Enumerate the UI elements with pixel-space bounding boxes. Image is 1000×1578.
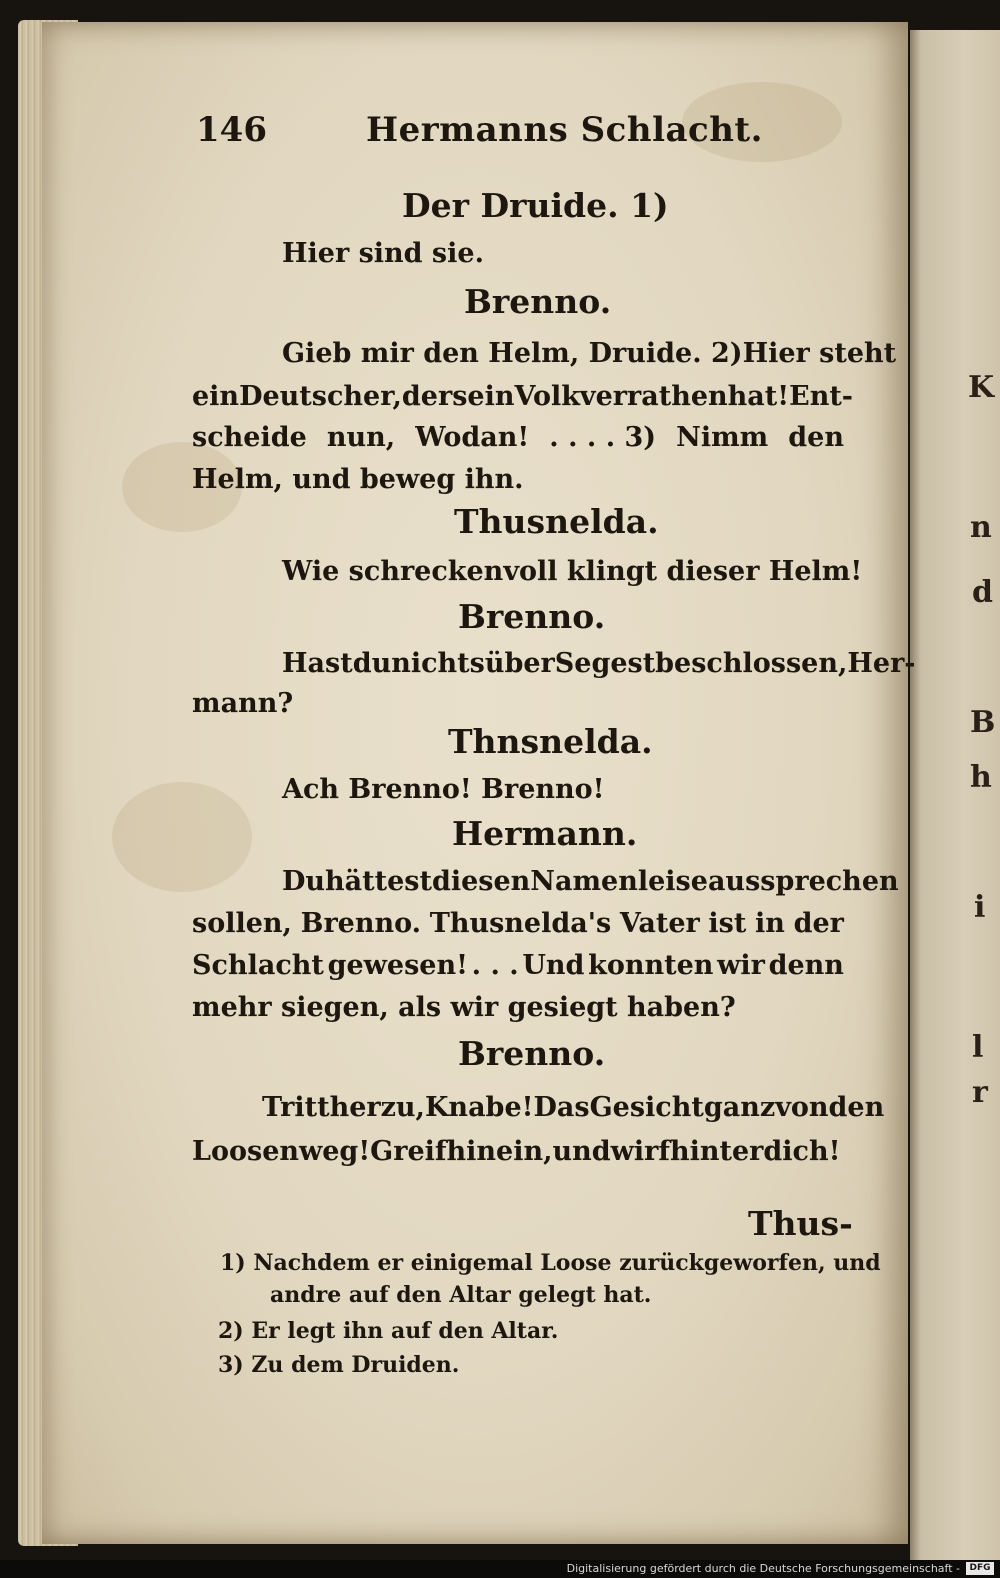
word: und [552, 1136, 611, 1167]
word: Thusnelda's [429, 908, 612, 939]
footnote-2: 2) Er legt ihn auf den Altar. [218, 1318, 559, 1344]
word: . . . . 3) [549, 422, 657, 453]
word: Volk [514, 381, 580, 412]
text-line [192, 908, 844, 939]
word: den [788, 422, 844, 453]
speaker-heading: Hermann. [452, 814, 638, 853]
facing-glyph: h [970, 760, 992, 795]
word: herzu, [329, 1092, 425, 1123]
word: ist [708, 908, 747, 939]
word: diesen [431, 866, 531, 897]
speaker-heading: Brenno. [458, 597, 606, 636]
word: Her- [847, 648, 916, 679]
word: von [775, 1092, 829, 1123]
word: scheide [192, 422, 307, 453]
word: konnten [588, 950, 714, 981]
word: in [755, 908, 785, 939]
text-line [262, 1092, 885, 1123]
word: der [793, 908, 844, 939]
word: Nimm [676, 422, 769, 453]
word: du [352, 648, 392, 679]
facing-glyph: r [972, 1075, 988, 1110]
catchword: Thus- [748, 1204, 853, 1243]
dfg-logo: DFG [966, 1562, 994, 1575]
text-line [192, 381, 853, 412]
text-line [282, 338, 897, 369]
word: Vater [619, 908, 700, 939]
word: sein [452, 381, 515, 412]
speaker-heading: Thnsnelda. [448, 722, 653, 761]
speaker-heading: Brenno. [464, 282, 612, 321]
word: Gieb mir den Helm, Druide. 2) [282, 338, 743, 369]
word: aussprechen [707, 866, 899, 897]
text-line [192, 422, 844, 453]
word: Du [282, 866, 326, 897]
word: Gesicht [589, 1092, 704, 1123]
facing-glyph: d [972, 575, 993, 610]
word: denn [768, 950, 844, 981]
text-line: mehr siegen, als wir gesiegt haben? [192, 992, 736, 1023]
word: ganz [703, 1092, 776, 1123]
word: nun, [326, 422, 396, 453]
word: den [828, 1092, 885, 1123]
text-line: mann? [192, 688, 294, 719]
word: nichts [391, 648, 485, 679]
text-line: Wie schreckenvoll klingt dieser Helm! [282, 556, 863, 587]
word: Greif [370, 1136, 447, 1167]
word: Brenno. [300, 908, 422, 939]
word: Ent- [789, 381, 853, 412]
word: leise [637, 866, 708, 897]
word: Das [533, 1092, 590, 1123]
word: hat! [727, 381, 790, 412]
word: verrathen [579, 381, 728, 412]
facing-glyph: i [974, 890, 986, 925]
word: wirf [610, 1136, 670, 1167]
paper-stain [112, 782, 252, 892]
word: der [401, 381, 453, 412]
running-title: Hermanns Schlacht. [366, 110, 763, 150]
speaker-heading: Der Druide. 1) [402, 186, 669, 225]
word: dich! [763, 1136, 841, 1167]
word: gewesen! [327, 950, 468, 981]
word: beschlossen, [655, 648, 848, 679]
word: Schlacht [192, 950, 324, 981]
word: hinter [669, 1136, 764, 1167]
facing-glyph: l [972, 1030, 984, 1065]
word: Hast [282, 648, 353, 679]
text-line [192, 950, 844, 981]
text-line: Ach Brenno! Brenno! [282, 774, 605, 805]
text-line: Hier sind sie. [282, 238, 484, 269]
word: Knabe! [424, 1092, 534, 1123]
word: Tritt [262, 1092, 330, 1123]
word: Deutscher, [239, 381, 402, 412]
word: Hier steht [742, 338, 897, 369]
facing-glyph: n [970, 510, 992, 545]
word: wir [717, 950, 765, 981]
text-line [282, 866, 899, 897]
text-line [282, 648, 916, 679]
facing-glyph: K [968, 370, 995, 405]
page-number: 146 [196, 110, 267, 150]
text-line: Helm, und beweg ihn. [192, 464, 524, 495]
word: Loosen [192, 1136, 300, 1167]
footnote-3: 3) Zu dem Druiden. [218, 1352, 460, 1378]
facing-glyph: B [970, 705, 996, 740]
text-line [192, 1136, 841, 1167]
word: weg! [299, 1136, 371, 1167]
word: Und [522, 950, 585, 981]
speaker-heading: Brenno. [458, 1034, 606, 1073]
facing-page-edge [910, 30, 1000, 1560]
footnote-1-continued: andre auf den Altar gelegt hat. [270, 1282, 652, 1308]
word: ein [192, 381, 240, 412]
word: Wodan! [415, 422, 530, 453]
word: sollen, [192, 908, 292, 939]
footnote-1: 1) Nachdem er einigemal Loose zurückgeworfen, und [220, 1250, 881, 1276]
word: Namen [530, 866, 638, 897]
speaker-heading: Thusnelda. [454, 502, 659, 541]
word: über [484, 648, 555, 679]
footer-credit: Digitalisierung gefördert durch die Deutsche Forschungsgemeinschaft - [566, 1562, 960, 1575]
word: hättest [325, 866, 432, 897]
word: . . . [471, 950, 519, 981]
word: Segest [554, 648, 656, 679]
word: hinein, [446, 1136, 553, 1167]
